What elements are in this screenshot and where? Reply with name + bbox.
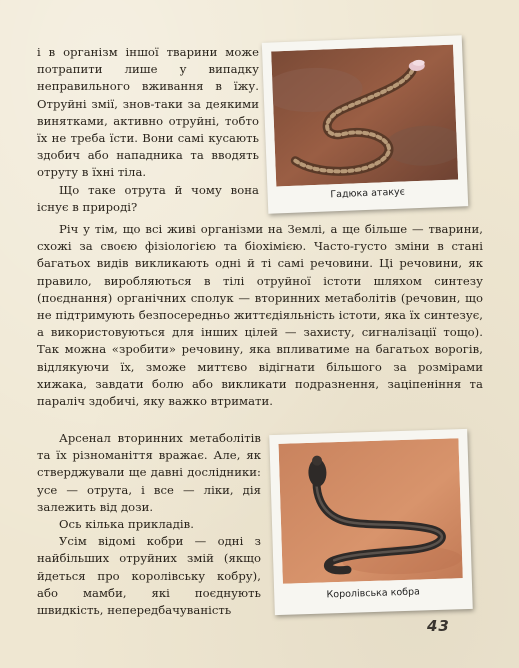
text-full-width: [37, 221, 483, 410]
page-number: 43: [427, 617, 450, 635]
text-column-top: [37, 44, 259, 216]
paragraph: Річ у тім, що всі живі організми на Землі, а ще більше — тварини, схожі за своєю фізіологією та біохімією. Часто-густо зміни в стані багатьох видів викликають одні й ті самі речовини. Ці речовини, як правило, виробляються в тілі отруйної істоти шляхом синтезу (поєднання) органічних сполук — вторинних метаболітів (речовин, що не підтримують безпосередньо життєдіяльність істоти, яка їх синтезує, а використовуються для інших цілей — захисту, сигналізації тощо). Так можна «зробити» речовину, яка впливатиме на багатьох ворогів, відлякуючи їх, зможе миттєво відігнати більшого за розмірами хижака, завдати болю або викликати подразнення, заціпеніння та параліч здобичі, яку важко втримати.: [37, 222, 483, 409]
paragraph: Ось кілька прикладів.: [59, 517, 194, 532]
photo-viper: [262, 35, 468, 214]
viper-image: [271, 45, 458, 187]
paragraph: Усім відомі кобри — одні з найбільших отруйних змій (якщо йдеться про королівську кобру), або мамби, які поєднують швидкість, непередбачуваність: [37, 534, 261, 618]
paragraph-question: Що таке отрута й чому вона існує в природі?: [37, 182, 259, 214]
photo-caption: Королівська кобра: [326, 586, 421, 601]
paragraph: Арсенал вторинних метаболітів та їх різноманіття вражає. Але, як стверджували ще давні дослідники: усе — отрута, і все — ліки, дія залежить від дози.: [37, 431, 261, 514]
king-cobra-image: [279, 438, 463, 584]
paragraph: і в організм іншої тварини може потрапити лише у випадку неправильного вживання в їжу. Отруйні змії, знов-таки за деякими винятками, активно отруйні, тобто їх не треба їсти. Вони самі кусають здобич або нападника та вводять отруту в їхні тіла.: [37, 45, 259, 180]
text-column-bottom: [37, 430, 261, 619]
photo-caption: Гадюка атакує: [330, 186, 406, 201]
photo-king-cobra: [269, 429, 473, 615]
